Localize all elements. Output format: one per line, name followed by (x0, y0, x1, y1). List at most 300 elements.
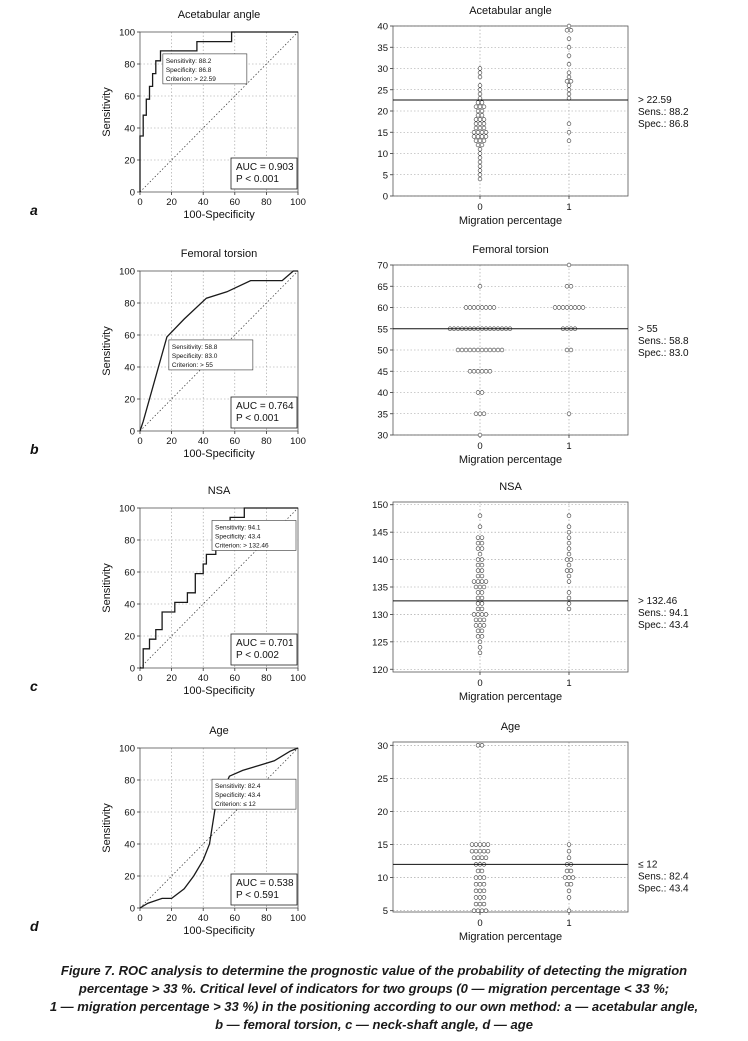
dot-point-group-0 (480, 348, 484, 352)
dot-point-group-0 (480, 743, 484, 747)
figure-caption (8, 962, 740, 1034)
dot-point-group-0 (474, 105, 478, 109)
dot-point-group-0 (476, 909, 480, 913)
dot-y-tick-label: 150 (372, 500, 388, 512)
dot-point-group-1 (567, 62, 571, 66)
dot-point-group-1 (581, 306, 585, 310)
dot-point-group-0 (474, 882, 478, 886)
dot-point-group-1 (569, 306, 573, 310)
dot-point-group-1 (569, 348, 573, 352)
roc-x-tick-label: 20 (166, 913, 177, 924)
dot-point-group-0 (484, 130, 488, 134)
dot-point-group-0 (482, 105, 486, 109)
roc-y-axis-label: Sensitivity (101, 326, 113, 376)
dot-point-group-1 (567, 896, 571, 900)
dot-point-group-0 (478, 889, 482, 893)
dot-point-group-0 (476, 591, 480, 595)
dot-point-group-0 (472, 306, 476, 310)
dot-title: Femoral torsion (472, 244, 549, 256)
dot-point-group-0 (476, 634, 480, 638)
dot-point-group-0 (474, 118, 478, 122)
dot-y-tick-label: 60 (377, 303, 388, 314)
dot-point-group-0 (478, 75, 482, 79)
dot-point-group-1 (571, 876, 575, 880)
dot-point-group-0 (480, 113, 484, 117)
dot-point-group-0 (474, 896, 478, 900)
roc-y-tick-label: 40 (124, 123, 135, 135)
roc-x-tick-label: 40 (197, 673, 209, 684)
auc-text: P < 0.002 (236, 650, 279, 661)
dot-point-group-0 (480, 591, 484, 595)
dot-point-group-1 (567, 602, 571, 606)
dot-y-tick-label: 120 (372, 664, 388, 676)
dot-y-tick-label: 0 (382, 191, 388, 203)
panel-row-b (30, 244, 689, 466)
cutoff-label: Sens.: 88.2 (638, 106, 689, 118)
roc-x-axis-label: 100-Specificity (183, 209, 255, 221)
dot-point-group-1 (567, 591, 571, 595)
dot-point-group-1 (567, 596, 571, 600)
roc-y-axis-label: Sensitivity (101, 563, 113, 613)
dot-x-tick-label: 1 (566, 202, 572, 213)
dot-point-group-0 (478, 152, 482, 156)
auc-text: AUC = 0.701 (236, 638, 294, 649)
dot-point-group-1 (567, 514, 571, 518)
dot-point-group-0 (474, 122, 478, 126)
dot-x-tick-label: 0 (477, 678, 483, 689)
dot-y-tick-label: 130 (372, 609, 388, 621)
dot-point-group-0 (478, 623, 482, 627)
dot-point-group-0 (472, 130, 476, 134)
dot-point-group-0 (476, 613, 480, 617)
roc-x-tick-label: 0 (137, 197, 143, 208)
dot-point-group-0 (468, 369, 472, 373)
dot-point-group-0 (478, 71, 482, 75)
roc-x-tick-label: 80 (261, 436, 272, 447)
dot-point-group-1 (567, 536, 571, 540)
dot-point-group-1 (567, 843, 571, 847)
criterion-tooltip-text: Sensitivity: 88.2 (165, 57, 212, 65)
cutoff-label: Spec.: 43.4 (638, 619, 689, 631)
dot-point-group-0 (474, 902, 478, 906)
dot-point-group-1 (565, 28, 569, 32)
dot-point-group-1 (569, 569, 573, 573)
dot-y-tick-label: 5 (382, 170, 388, 182)
dot-x-tick-label: 0 (477, 202, 483, 213)
roc-y-tick-label: 0 (129, 663, 135, 675)
dot-point-group-0 (482, 902, 486, 906)
dot-point-group-0 (474, 849, 478, 853)
dot-point-group-0 (476, 574, 480, 578)
criterion-tooltip-text: Criterion: > 22.59 (165, 75, 216, 83)
dot-point-group-0 (480, 541, 484, 545)
dot-point-group-0 (482, 876, 486, 880)
dot-point-group-1 (567, 37, 571, 41)
roc-x-tick-label: 40 (197, 197, 209, 208)
roc-y-tick-label: 80 (124, 775, 135, 787)
cutoff-label: Sens.: 82.4 (638, 871, 689, 883)
dot-point-group-0 (476, 130, 480, 134)
dot-point-group-1 (567, 574, 571, 578)
dot-y-tick-label: 25 (377, 773, 388, 785)
dot-point-group-0 (474, 876, 478, 880)
dot-point-group-0 (478, 896, 482, 900)
dot-x-axis-label: Migration percentage (458, 691, 563, 703)
dot-point-group-1 (567, 88, 571, 92)
caption-line-4: b — femoral torsion, c — neck-shaft angle, d — age (215, 1017, 533, 1032)
dot-point-group-0 (488, 348, 492, 352)
roc-y-tick-label: 80 (124, 298, 135, 310)
dot-point-group-1 (565, 869, 569, 873)
roc-title: Femoral torsion (180, 248, 258, 260)
dot-point-group-0 (472, 348, 476, 352)
dot-point-group-0 (480, 101, 484, 105)
dot-point-group-0 (476, 563, 480, 567)
criterion-tooltip-text: Criterion: > 132.46 (215, 542, 269, 550)
dot-point-group-0 (484, 135, 488, 139)
dot-point-group-0 (478, 92, 482, 96)
roc-x-axis-label: 100-Specificity (183, 448, 255, 460)
dot-point-group-0 (482, 623, 486, 627)
roc-chart-a (101, 9, 306, 221)
criterion-tooltip-text: Sensitivity: 58.8 (171, 343, 218, 351)
dot-point-group-0 (468, 348, 472, 352)
dot-title: Age (500, 721, 521, 733)
roc-y-tick-label: 0 (129, 426, 135, 438)
dot-y-tick-label: 40 (377, 388, 388, 399)
roc-y-tick-label: 100 (119, 27, 135, 39)
dot-point-group-0 (482, 882, 486, 886)
dot-point-group-0 (476, 369, 480, 373)
roc-x-tick-label: 100 (290, 673, 306, 684)
cutoff-label: ≤ 12 (638, 859, 658, 871)
dot-point-group-0 (478, 105, 482, 109)
dot-point-group-0 (480, 369, 484, 373)
roc-x-tick-label: 100 (290, 197, 306, 208)
criterion-tooltip-text: Sensitivity: 82.4 (215, 783, 261, 791)
dot-point-group-1 (565, 882, 569, 886)
dot-y-tick-label: 30 (377, 430, 388, 442)
dot-point-group-0 (478, 177, 482, 181)
dot-y-tick-label: 55 (377, 324, 388, 336)
dot-point-group-1 (567, 139, 571, 143)
roc-x-tick-label: 100 (290, 913, 306, 924)
panel-letter: c (30, 678, 38, 694)
dot-point-group-0 (480, 143, 484, 147)
dot-point-group-0 (476, 391, 480, 395)
dot-y-tick-label: 10 (377, 149, 388, 160)
dot-point-group-0 (480, 558, 484, 562)
roc-x-tick-label: 60 (229, 673, 241, 684)
dot-x-tick-label: 1 (566, 678, 572, 689)
roc-x-tick-label: 60 (229, 913, 241, 924)
dot-point-group-0 (482, 618, 486, 622)
dot-plot-b (377, 244, 689, 466)
dot-point-group-0 (476, 143, 480, 147)
dot-point-group-0 (482, 122, 486, 126)
dot-point-group-0 (464, 348, 468, 352)
dot-point-group-0 (476, 135, 480, 139)
dot-point-group-0 (474, 618, 478, 622)
cutoff-label: Spec.: 86.8 (638, 118, 689, 130)
roc-chart-b (101, 248, 306, 460)
dot-point-group-0 (474, 139, 478, 143)
dot-point-group-1 (577, 306, 581, 310)
dot-point-group-1 (563, 876, 567, 880)
roc-x-axis-label: 100-Specificity (183, 925, 255, 937)
dot-x-tick-label: 0 (477, 441, 483, 452)
dot-y-tick-label: 145 (372, 527, 388, 539)
roc-x-tick-label: 40 (197, 436, 209, 447)
dot-point-group-0 (476, 541, 480, 545)
dot-y-tick-label: 65 (377, 281, 388, 293)
cutoff-label: > 132.46 (638, 595, 678, 607)
dot-point-group-1 (565, 79, 569, 83)
dot-frame (393, 742, 628, 912)
dot-point-group-1 (569, 284, 573, 288)
dot-y-tick-label: 30 (377, 740, 388, 752)
dot-point-group-0 (480, 634, 484, 638)
dot-point-group-0 (478, 126, 482, 130)
dot-point-group-0 (478, 67, 482, 71)
dot-point-group-0 (496, 348, 500, 352)
dot-point-group-0 (500, 348, 504, 352)
auc-text: P < 0.591 (236, 890, 279, 901)
roc-y-axis-label: Sensitivity (101, 803, 113, 853)
panel-letter: d (30, 918, 39, 934)
dot-point-group-1 (567, 607, 571, 611)
dot-point-group-0 (480, 629, 484, 633)
dot-point-group-0 (478, 525, 482, 529)
dot-y-tick-label: 15 (377, 127, 388, 139)
dot-point-group-0 (470, 849, 474, 853)
dot-point-group-1 (567, 84, 571, 88)
dot-point-group-0 (480, 536, 484, 540)
dot-point-group-0 (478, 585, 482, 589)
dot-y-tick-label: 35 (377, 42, 388, 54)
dot-point-group-1 (567, 54, 571, 58)
dot-point-group-0 (478, 640, 482, 644)
dot-point-group-0 (480, 869, 484, 873)
dot-point-group-0 (480, 613, 484, 617)
dot-point-group-0 (482, 118, 486, 122)
roc-x-axis-label: 100-Specificity (183, 685, 255, 697)
dot-point-group-1 (567, 75, 571, 79)
criterion-tooltip-text: Criterion: ≤ 12 (215, 801, 256, 809)
dot-point-group-0 (472, 369, 476, 373)
dot-y-tick-label: 135 (372, 582, 388, 594)
criterion-tooltip-text: Specificity: 83.0 (171, 352, 218, 360)
roc-y-tick-label: 100 (119, 743, 135, 755)
dot-point-group-1 (567, 849, 571, 853)
roc-y-tick-label: 100 (119, 503, 135, 515)
dot-point-group-0 (478, 284, 482, 288)
auc-text: AUC = 0.538 (236, 878, 294, 889)
dot-plot-d (377, 721, 689, 943)
dot-point-group-0 (486, 843, 490, 847)
dot-point-group-0 (488, 306, 492, 310)
dot-point-group-0 (476, 113, 480, 117)
dot-point-group-0 (478, 118, 482, 122)
dot-point-group-0 (480, 909, 484, 913)
dot-y-tick-label: 45 (377, 366, 388, 378)
roc-x-tick-label: 80 (261, 197, 272, 208)
dot-point-group-1 (567, 122, 571, 126)
roc-x-tick-label: 80 (261, 673, 272, 684)
dot-point-group-0 (478, 88, 482, 92)
dot-point-group-0 (476, 856, 480, 860)
dot-y-tick-label: 125 (372, 637, 388, 649)
criterion-tooltip-text: Criterion: > 55 (171, 361, 213, 369)
dot-point-group-1 (565, 558, 569, 562)
dot-point-group-0 (482, 126, 486, 130)
roc-y-tick-label: 20 (124, 394, 135, 406)
dot-y-tick-label: 15 (377, 840, 388, 852)
dot-point-group-0 (478, 902, 482, 906)
dot-point-group-1 (565, 348, 569, 352)
dot-point-group-0 (480, 391, 484, 395)
dot-point-group-0 (492, 306, 496, 310)
dot-point-group-0 (468, 306, 472, 310)
dot-point-group-0 (478, 139, 482, 143)
roc-x-tick-label: 40 (197, 913, 209, 924)
dot-point-group-0 (480, 574, 484, 578)
dot-point-group-0 (484, 613, 488, 617)
dot-point-group-1 (567, 530, 571, 534)
dot-point-group-0 (488, 369, 492, 373)
dot-x-tick-label: 1 (566, 441, 572, 452)
roc-y-tick-label: 60 (124, 567, 135, 579)
dot-point-group-0 (474, 843, 478, 847)
dot-point-group-0 (456, 348, 460, 352)
auc-text: AUC = 0.764 (236, 401, 294, 412)
dot-y-tick-label: 25 (377, 85, 388, 97)
dot-point-group-0 (476, 558, 480, 562)
panel-letter: a (30, 202, 38, 218)
cutoff-label: Spec.: 43.4 (638, 883, 689, 895)
dot-point-group-0 (480, 602, 484, 606)
dot-point-group-0 (482, 843, 486, 847)
caption-line-1: Figure 7. ROC analysis to determine the prognostic value of the probability of detecting the migration (60, 963, 688, 978)
cutoff-label: > 55 (638, 323, 658, 335)
dot-point-group-0 (482, 896, 486, 900)
roc-x-tick-label: 20 (166, 436, 177, 447)
dot-point-group-1 (567, 563, 571, 567)
criterion-tooltip-text: Sensitivity: 94.1 (215, 524, 261, 532)
dot-point-group-0 (484, 369, 488, 373)
panel-row-a (30, 5, 689, 227)
dot-point-group-1 (567, 552, 571, 556)
dot-point-group-0 (478, 552, 482, 556)
dot-point-group-0 (474, 412, 478, 416)
dot-point-group-0 (480, 135, 484, 139)
roc-y-tick-label: 100 (119, 266, 135, 278)
dot-point-group-0 (482, 412, 486, 416)
dot-point-group-0 (482, 849, 486, 853)
dot-point-group-0 (476, 306, 480, 310)
roc-y-tick-label: 60 (124, 807, 135, 819)
roc-y-tick-label: 80 (124, 59, 135, 71)
dot-point-group-1 (569, 869, 573, 873)
dot-point-group-0 (474, 585, 478, 589)
dot-y-tick-label: 20 (377, 106, 388, 118)
dot-point-group-0 (474, 623, 478, 627)
dot-point-group-1 (553, 306, 557, 310)
dot-x-tick-label: 0 (477, 918, 483, 929)
dot-point-group-0 (470, 843, 474, 847)
dot-point-group-1 (567, 263, 571, 267)
dot-point-group-0 (472, 580, 476, 584)
roc-title: NSA (207, 485, 231, 497)
dot-point-group-1 (569, 882, 573, 886)
dot-point-group-1 (561, 306, 565, 310)
dot-point-group-0 (480, 856, 484, 860)
dot-point-group-1 (569, 558, 573, 562)
dot-point-group-0 (478, 160, 482, 164)
panel-letter: b (30, 441, 39, 457)
auc-text: P < 0.001 (236, 413, 279, 424)
dot-point-group-0 (478, 412, 482, 416)
dot-x-tick-label: 1 (566, 918, 572, 929)
roc-y-axis-label: Sensitivity (101, 87, 113, 137)
dot-point-group-0 (486, 849, 490, 853)
cutoff-label: Sens.: 94.1 (638, 607, 689, 619)
cutoff-label: Spec.: 83.0 (638, 347, 689, 359)
dot-point-group-0 (480, 547, 484, 551)
dot-point-group-0 (478, 618, 482, 622)
roc-y-tick-label: 40 (124, 599, 135, 611)
dot-point-group-0 (474, 126, 478, 130)
caption-line-3: 1 — migration percentage > 33 %) in the positioning according to our own method: a — acetabular angle, (49, 999, 699, 1014)
dot-plot-a (377, 5, 689, 227)
roc-y-tick-label: 20 (124, 871, 135, 883)
dot-point-group-0 (476, 743, 480, 747)
dot-y-tick-label: 20 (377, 806, 388, 818)
dot-point-group-1 (567, 909, 571, 913)
roc-x-tick-label: 60 (229, 197, 241, 208)
dot-point-group-0 (480, 130, 484, 134)
dot-point-group-0 (464, 306, 468, 310)
dot-point-group-0 (478, 164, 482, 168)
roc-x-tick-label: 60 (229, 436, 241, 447)
dot-point-group-0 (476, 607, 480, 611)
dot-point-group-0 (476, 536, 480, 540)
dot-y-tick-label: 70 (377, 260, 388, 272)
dot-point-group-0 (480, 569, 484, 573)
panel-row-c (30, 481, 689, 703)
dot-point-group-0 (476, 109, 480, 113)
dot-point-group-0 (476, 348, 480, 352)
dot-x-axis-label: Migration percentage (458, 454, 563, 466)
dot-point-group-0 (460, 348, 464, 352)
panel-row-d (30, 721, 689, 943)
dot-point-group-1 (567, 856, 571, 860)
dot-point-group-0 (478, 122, 482, 126)
dot-point-group-0 (478, 147, 482, 151)
dot-point-group-0 (484, 580, 488, 584)
roc-chart-c (101, 485, 306, 697)
dot-point-group-0 (478, 514, 482, 518)
dot-point-group-0 (478, 169, 482, 173)
auc-text: AUC = 0.903 (236, 162, 294, 173)
roc-x-tick-label: 0 (137, 436, 143, 447)
dot-point-group-1 (567, 876, 571, 880)
roc-x-tick-label: 80 (261, 913, 272, 924)
dot-plot-c (372, 481, 689, 703)
dot-point-group-0 (472, 909, 476, 913)
dot-x-axis-label: Migration percentage (458, 931, 563, 943)
dot-point-group-1 (567, 45, 571, 49)
